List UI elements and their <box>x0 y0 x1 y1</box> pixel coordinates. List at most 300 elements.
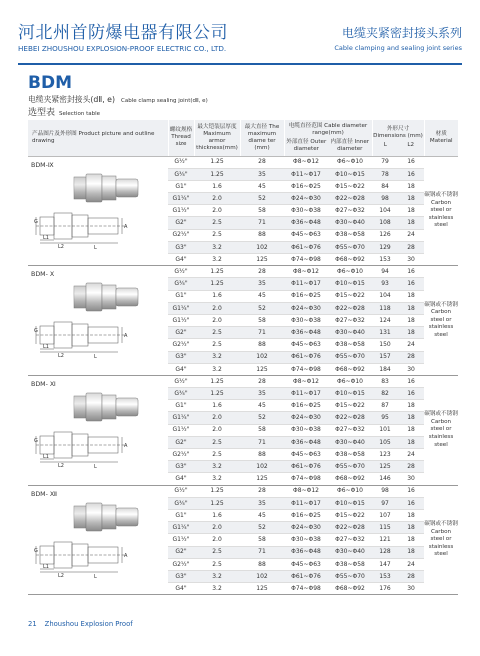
cell-thread: G4" <box>168 583 194 595</box>
cell-l2: 18 <box>398 327 424 339</box>
company-name-en: HEBEI ZHOUSHOU EXPLOSION-PROOF ELECTRIC CO., LTD. <box>18 44 227 53</box>
cell-outer: Φ30~Φ38 <box>284 424 328 436</box>
cell-l2: 18 <box>398 193 424 205</box>
cell-maxdiam: 102 <box>240 351 284 363</box>
cell-l: 131 <box>372 327 398 339</box>
cell-thread: G½" <box>168 156 194 168</box>
cell-armor: 1.25 <box>194 388 240 400</box>
cell-maxdiam: 125 <box>240 473 284 485</box>
selection-table-title <box>28 105 100 118</box>
cell-l: 121 <box>372 534 398 546</box>
cell-thread: G½" <box>168 375 194 387</box>
gland-photo <box>74 393 138 421</box>
cell-outer: Φ30~Φ38 <box>284 534 328 546</box>
page-footer <box>28 620 133 628</box>
model-title: BDM <box>28 73 72 93</box>
dimension-label-g: G <box>34 547 38 554</box>
dimension-label-g: G <box>34 328 38 335</box>
cell-thread: G2½" <box>168 229 194 241</box>
cell-armor: 2.5 <box>194 217 240 229</box>
cell-outer: Φ74~Φ98 <box>284 473 328 485</box>
cell-thread: G2½" <box>168 449 194 461</box>
cell-maxdiam: 45 <box>240 290 284 302</box>
cell-maxdiam: 71 <box>240 546 284 558</box>
cell-outer: Φ74~Φ98 <box>284 254 328 266</box>
dimension-label-l2: L2 <box>58 462 64 469</box>
selection-table <box>28 120 458 595</box>
header-dimensions <box>372 120 424 156</box>
header-thread: 螺纹规格 Thread size <box>168 120 194 156</box>
cell-maxdiam: 71 <box>240 327 284 339</box>
header-cable-range-title: 电缆直径范围 Cable diameter range(mm) <box>288 122 368 136</box>
cell-l: 84 <box>372 180 398 192</box>
cell-outer: Φ24~Φ30 <box>284 522 328 534</box>
outline-drawing <box>36 432 126 462</box>
dimension-label-a: A <box>124 333 128 340</box>
cell-thread: G4" <box>168 254 194 266</box>
cell-maxdiam: 35 <box>240 168 284 180</box>
cell-inner: Φ68~Φ92 <box>328 583 372 595</box>
cell-thread: G½" <box>168 266 194 278</box>
page-header <box>18 18 462 64</box>
cell-thread: G1" <box>168 290 194 302</box>
cell-armor: 2.0 <box>194 424 240 436</box>
cell-thread: G3" <box>168 461 194 473</box>
cell-armor: 1.6 <box>194 180 240 192</box>
cell-inner: Φ27~Φ32 <box>328 314 372 326</box>
cell-inner: Φ15~Φ22 <box>328 290 372 302</box>
cell-thread: G¾" <box>168 278 194 290</box>
cell-l: 129 <box>372 241 398 253</box>
cell-maxdiam: 28 <box>240 485 284 497</box>
material-cell: 碳钢或不锈钢 Carbon steel or stainless steel <box>424 156 458 266</box>
cell-thread: G1¼" <box>168 412 194 424</box>
cell-maxdiam: 35 <box>240 388 284 400</box>
header-picture: 产品图片及外形图 Product picture and outline drawing <box>28 120 168 156</box>
cell-armor: 2.0 <box>194 522 240 534</box>
header-cable-range <box>284 120 372 156</box>
dimension-label-l1: L1 <box>43 453 49 460</box>
cell-thread: G2" <box>168 546 194 558</box>
cell-outer: Φ45~Φ63 <box>284 229 328 241</box>
cell-l2: 18 <box>398 205 424 217</box>
cell-thread: G4" <box>168 473 194 485</box>
cell-l2: 28 <box>398 461 424 473</box>
cell-l: 184 <box>372 363 398 375</box>
cell-armor: 1.6 <box>194 290 240 302</box>
gland-drawing <box>34 502 160 580</box>
selection-title-cn: 选型表 <box>28 108 56 118</box>
cell-l2: 18 <box>398 509 424 521</box>
cell-maxdiam: 35 <box>240 497 284 509</box>
cell-l: 82 <box>372 388 398 400</box>
model-label: BDM-Ⅸ <box>31 161 54 169</box>
cell-maxdiam: 45 <box>240 509 284 521</box>
dimension-label-l1: L1 <box>43 344 49 351</box>
cell-outer: Φ11~Φ17 <box>284 497 328 509</box>
cell-inner: Φ38~Φ58 <box>328 339 372 351</box>
cell-l2: 16 <box>398 156 424 168</box>
cell-outer: Φ24~Φ30 <box>284 412 328 424</box>
gland-photo <box>74 174 138 202</box>
cell-inner: Φ30~Φ40 <box>328 217 372 229</box>
cell-inner: Φ55~Φ70 <box>328 570 372 582</box>
cell-outer: Φ74~Φ98 <box>284 583 328 595</box>
cell-l: 147 <box>372 558 398 570</box>
dimension-label-l1: L1 <box>43 234 49 241</box>
cell-maxdiam: 125 <box>240 254 284 266</box>
cell-thread: G1¼" <box>168 522 194 534</box>
dimension-label-l2: L2 <box>58 243 64 250</box>
cell-l2: 18 <box>398 400 424 412</box>
gland-photo <box>74 283 138 311</box>
cell-l2: 16 <box>398 485 424 497</box>
cell-inner: Φ30~Φ40 <box>328 546 372 558</box>
cell-l: 153 <box>372 254 398 266</box>
cell-inner: Φ6~Φ10 <box>328 485 372 497</box>
cell-maxdiam: 28 <box>240 266 284 278</box>
cell-thread: G3" <box>168 351 194 363</box>
cell-armor: 1.6 <box>194 400 240 412</box>
cell-armor: 2.0 <box>194 412 240 424</box>
cell-l: 176 <box>372 583 398 595</box>
cell-maxdiam: 125 <box>240 583 284 595</box>
cell-l: 108 <box>372 217 398 229</box>
cell-inner: Φ55~Φ70 <box>328 461 372 473</box>
cell-armor: 2.5 <box>194 558 240 570</box>
cell-maxdiam: 102 <box>240 570 284 582</box>
cell-armor: 2.0 <box>194 534 240 546</box>
cell-armor: 1.25 <box>194 375 240 387</box>
cell-armor: 2.5 <box>194 339 240 351</box>
cell-thread: G2" <box>168 436 194 448</box>
cell-maxdiam: 88 <box>240 449 284 461</box>
product-picture-cell <box>28 266 168 376</box>
cell-inner: Φ38~Φ58 <box>328 449 372 461</box>
cell-inner: Φ68~Φ92 <box>328 473 372 485</box>
cell-outer: Φ8~Φ12 <box>284 375 328 387</box>
cell-inner: Φ55~Φ70 <box>328 241 372 253</box>
cell-outer: Φ36~Φ48 <box>284 327 328 339</box>
cell-inner: Φ22~Φ28 <box>328 302 372 314</box>
cell-l: 97 <box>372 497 398 509</box>
dimension-label-l2: L2 <box>58 353 64 360</box>
cell-l2: 16 <box>398 388 424 400</box>
cell-inner: Φ22~Φ28 <box>328 193 372 205</box>
cell-thread: G1½" <box>168 205 194 217</box>
cell-l2: 28 <box>398 241 424 253</box>
cell-l: 93 <box>372 278 398 290</box>
cell-l: 104 <box>372 205 398 217</box>
product-picture-cell <box>28 375 168 485</box>
cell-outer: Φ36~Φ48 <box>284 436 328 448</box>
cell-maxdiam: 58 <box>240 314 284 326</box>
cell-outer: Φ45~Φ63 <box>284 339 328 351</box>
cell-l2: 18 <box>398 522 424 534</box>
header-armor: 最大铠装层厚度 Maximum armor thickness(mm) <box>194 120 240 156</box>
cell-l2: 18 <box>398 302 424 314</box>
cell-inner: Φ6~Φ10 <box>328 266 372 278</box>
cell-l: 83 <box>372 375 398 387</box>
dimension-label-a: A <box>124 223 128 230</box>
dimension-label-a: A <box>124 552 128 559</box>
cell-armor: 1.25 <box>194 266 240 278</box>
cell-l: 115 <box>372 522 398 534</box>
cell-outer: Φ16~Φ25 <box>284 400 328 412</box>
outline-drawing <box>36 213 126 243</box>
cell-armor: 2.5 <box>194 449 240 461</box>
cell-thread: G1" <box>168 509 194 521</box>
cell-armor: 1.25 <box>194 497 240 509</box>
cell-l: 146 <box>372 473 398 485</box>
cell-inner: Φ15~Φ22 <box>328 180 372 192</box>
cell-l2: 16 <box>398 497 424 509</box>
cell-armor: 3.2 <box>194 583 240 595</box>
cell-maxdiam: 52 <box>240 193 284 205</box>
cell-l: 98 <box>372 485 398 497</box>
cell-l2: 18 <box>398 180 424 192</box>
cell-armor: 2.5 <box>194 546 240 558</box>
cell-maxdiam: 45 <box>240 400 284 412</box>
header-material: 材质 Material <box>424 120 458 156</box>
header-inner-diameter: 内部直径 Inner diameter <box>330 138 370 152</box>
cell-l2: 18 <box>398 290 424 302</box>
cell-l: 128 <box>372 546 398 558</box>
cell-armor: 3.2 <box>194 351 240 363</box>
cell-maxdiam: 52 <box>240 412 284 424</box>
cell-outer: Φ45~Φ63 <box>284 449 328 461</box>
cell-maxdiam: 52 <box>240 522 284 534</box>
cell-l: 98 <box>372 193 398 205</box>
cell-thread: G1½" <box>168 534 194 546</box>
cell-maxdiam: 71 <box>240 436 284 448</box>
cell-l: 125 <box>372 461 398 473</box>
cell-l: 79 <box>372 156 398 168</box>
header-outer-diameter: 外部直径 Outer diameter <box>286 138 327 152</box>
cell-inner: Φ10~Φ15 <box>328 168 372 180</box>
cell-outer: Φ36~Φ48 <box>284 546 328 558</box>
header-divider <box>18 63 462 65</box>
dimension-label-l1: L1 <box>43 563 49 570</box>
cell-armor: 2.5 <box>194 229 240 241</box>
cell-maxdiam: 52 <box>240 302 284 314</box>
cell-inner: Φ55~Φ70 <box>328 351 372 363</box>
dimension-label-l: L <box>94 354 97 361</box>
dimension-label-a: A <box>124 442 128 449</box>
cell-inner: Φ27~Φ32 <box>328 424 372 436</box>
cell-armor: 1.6 <box>194 509 240 521</box>
cell-l: 87 <box>372 400 398 412</box>
cell-armor: 2.0 <box>194 302 240 314</box>
cell-maxdiam: 102 <box>240 241 284 253</box>
cell-inner: Φ27~Φ32 <box>328 205 372 217</box>
cell-outer: Φ8~Φ12 <box>284 156 328 168</box>
cell-outer: Φ24~Φ30 <box>284 302 328 314</box>
table-row <box>28 156 458 168</box>
cell-armor: 2.0 <box>194 193 240 205</box>
material-cell: 碳钢或不锈钢 Carbon steel or stainless steel <box>424 266 458 376</box>
cell-maxdiam: 125 <box>240 363 284 375</box>
cell-armor: 3.2 <box>194 473 240 485</box>
cell-outer: Φ24~Φ30 <box>284 193 328 205</box>
cell-inner: Φ6~Φ10 <box>328 156 372 168</box>
cell-l2: 24 <box>398 449 424 461</box>
cell-inner: Φ22~Φ28 <box>328 412 372 424</box>
cell-outer: Φ45~Φ63 <box>284 558 328 570</box>
footer-text: Zhoushou Explosion Proof <box>44 620 133 628</box>
cell-l: 94 <box>372 266 398 278</box>
cell-inner: Φ68~Φ92 <box>328 363 372 375</box>
product-name <box>28 94 208 105</box>
outline-drawing <box>36 542 126 572</box>
cell-maxdiam: 58 <box>240 205 284 217</box>
cell-thread: G2½" <box>168 558 194 570</box>
cell-l2: 24 <box>398 229 424 241</box>
model-label: BDM- Ⅺ <box>31 380 56 388</box>
cell-l: 126 <box>372 229 398 241</box>
cell-outer: Φ11~Φ17 <box>284 168 328 180</box>
cell-l: 101 <box>372 424 398 436</box>
cell-maxdiam: 45 <box>240 180 284 192</box>
dimension-label-g: G <box>34 218 38 225</box>
cell-l2: 18 <box>398 424 424 436</box>
product-picture-cell <box>28 485 168 595</box>
cell-l2: 30 <box>398 363 424 375</box>
cell-inner: Φ10~Φ15 <box>328 388 372 400</box>
cell-l2: 16 <box>398 266 424 278</box>
cell-outer: Φ61~Φ76 <box>284 461 328 473</box>
cell-maxdiam: 88 <box>240 558 284 570</box>
model-label: BDM- Ⅹ <box>31 271 55 279</box>
cell-outer: Φ8~Φ12 <box>284 485 328 497</box>
cell-outer: Φ11~Φ17 <box>284 278 328 290</box>
cell-maxdiam: 102 <box>240 461 284 473</box>
cell-l: 153 <box>372 570 398 582</box>
dimension-label-g: G <box>34 437 38 444</box>
cell-inner: Φ22~Φ28 <box>328 522 372 534</box>
selection-title-en: Selection table <box>59 111 101 117</box>
cell-thread: G2½" <box>168 339 194 351</box>
cell-inner: Φ27~Φ32 <box>328 534 372 546</box>
header-dimensions-title: 外形尺寸 Dimensions (mm) <box>373 126 423 140</box>
cell-thread: G2" <box>168 217 194 229</box>
cell-outer: Φ30~Φ38 <box>284 205 328 217</box>
cell-inner: Φ6~Φ10 <box>328 375 372 387</box>
cell-l: 118 <box>372 302 398 314</box>
cell-armor: 3.2 <box>194 461 240 473</box>
dimension-label-l: L <box>94 244 97 251</box>
model-label: BDM- Ⅻ <box>31 490 57 498</box>
cell-armor: 3.2 <box>194 254 240 266</box>
cell-l2: 30 <box>398 583 424 595</box>
header-max-diameter: 最大直径 The maximum diame ter (mm) <box>240 120 284 156</box>
cell-l: 123 <box>372 449 398 461</box>
cell-l2: 28 <box>398 570 424 582</box>
cell-l2: 18 <box>398 412 424 424</box>
cell-thread: G1" <box>168 180 194 192</box>
cell-l: 95 <box>372 412 398 424</box>
table-row <box>28 375 458 387</box>
cell-armor: 1.25 <box>194 278 240 290</box>
cell-thread: G1" <box>168 400 194 412</box>
cell-inner: Φ68~Φ92 <box>328 254 372 266</box>
cell-outer: Φ30~Φ38 <box>284 314 328 326</box>
cell-maxdiam: 28 <box>240 156 284 168</box>
cell-l2: 18 <box>398 217 424 229</box>
cell-outer: Φ74~Φ98 <box>284 363 328 375</box>
cell-thread: G¾" <box>168 168 194 180</box>
cell-l2: 18 <box>398 534 424 546</box>
cell-l2: 24 <box>398 339 424 351</box>
series-title-en: Cable clamping and sealing joint series <box>334 44 462 52</box>
cell-l2: 24 <box>398 558 424 570</box>
cell-maxdiam: 88 <box>240 339 284 351</box>
cell-l2: 18 <box>398 436 424 448</box>
cell-armor: 1.25 <box>194 156 240 168</box>
cell-armor: 1.25 <box>194 168 240 180</box>
cell-inner: Φ30~Φ40 <box>328 436 372 448</box>
gland-drawing <box>34 392 160 470</box>
cell-armor: 2.5 <box>194 436 240 448</box>
header-l: L <box>383 142 387 149</box>
cell-armor: 3.2 <box>194 241 240 253</box>
outline-drawing <box>36 322 126 352</box>
cell-thread: G3" <box>168 570 194 582</box>
cell-outer: Φ16~Φ25 <box>284 180 328 192</box>
cell-armor: 1.25 <box>194 485 240 497</box>
cell-maxdiam: 58 <box>240 424 284 436</box>
cell-thread: G3" <box>168 241 194 253</box>
cell-maxdiam: 71 <box>240 217 284 229</box>
cell-thread: G2" <box>168 327 194 339</box>
cell-inner: Φ15~Φ22 <box>328 509 372 521</box>
product-picture-cell <box>28 156 168 266</box>
cell-armor: 2.0 <box>194 314 240 326</box>
cell-thread: G1½" <box>168 424 194 436</box>
cell-l: 78 <box>372 168 398 180</box>
page-number: 21 <box>28 620 37 628</box>
cell-l2: 18 <box>398 314 424 326</box>
cell-l: 105 <box>372 436 398 448</box>
cell-inner: Φ38~Φ58 <box>328 229 372 241</box>
series-title-cn: 电缆夹紧密封接头系列 <box>341 26 462 40</box>
table-row <box>28 485 458 497</box>
cell-thread: G1¼" <box>168 193 194 205</box>
product-name-en: Cable clamp sealing joint(dⅡ, e) <box>121 98 208 104</box>
cell-thread: G¾" <box>168 497 194 509</box>
cell-l: 157 <box>372 351 398 363</box>
cell-l: 124 <box>372 314 398 326</box>
product-name-cn: 电缆夹紧密封接头(dⅡ, e) <box>28 95 115 104</box>
cell-inner: Φ10~Φ15 <box>328 278 372 290</box>
cell-thread: G½" <box>168 485 194 497</box>
cell-l2: 28 <box>398 351 424 363</box>
cell-armor: 3.2 <box>194 363 240 375</box>
cell-inner: Φ30~Φ40 <box>328 327 372 339</box>
cell-outer: Φ36~Φ48 <box>284 217 328 229</box>
header-l2: L2 <box>407 142 415 149</box>
cell-thread: G1½" <box>168 314 194 326</box>
table-row <box>28 266 458 278</box>
material-cell: 碳钢或不锈钢 Carbon steel or stainless steel <box>424 375 458 485</box>
cell-outer: Φ61~Φ76 <box>284 241 328 253</box>
cell-outer: Φ8~Φ12 <box>284 266 328 278</box>
cell-outer: Φ16~Φ25 <box>284 290 328 302</box>
cell-maxdiam: 88 <box>240 229 284 241</box>
cell-inner: Φ15~Φ22 <box>328 400 372 412</box>
cell-l2: 16 <box>398 278 424 290</box>
cell-armor: 3.2 <box>194 570 240 582</box>
